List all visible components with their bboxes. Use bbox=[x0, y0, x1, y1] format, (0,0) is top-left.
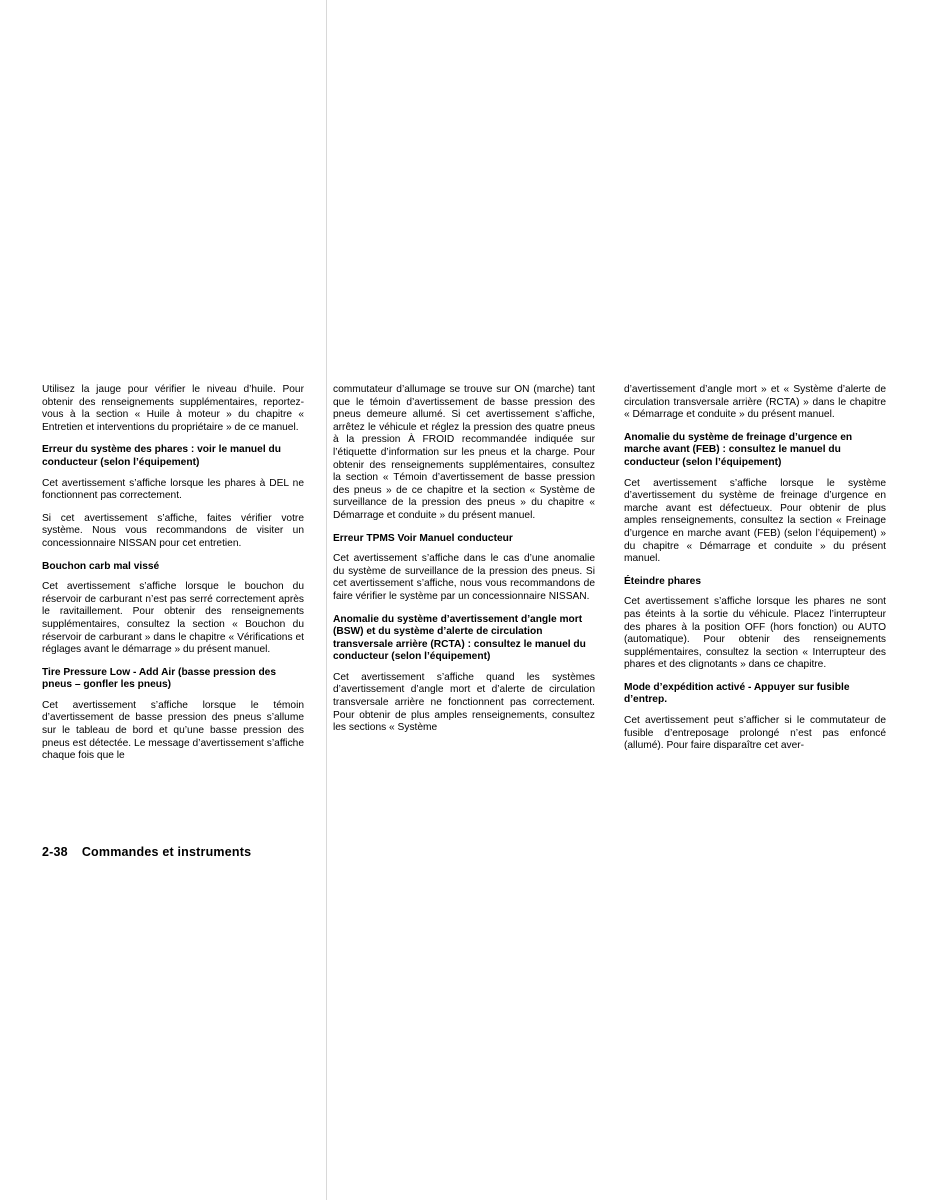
paragraph: Cet avertissement s’affiche lorsque le bouchon du réservoir de carburant n’est pas serré correctement après le ravitaillement. Pour obtenir des renseignements supplémentaires, consultez la section « Bouchon du réservoir de carburant » dans le chapitre « Vérifications et réglages avant le démarrage » du présent manuel. bbox=[42, 581, 304, 656]
paragraph: Utilisez la jauge pour vérifier le niveau d’huile. Pour obtenir des renseignements supplémentaires, reportez-vous à la section « Huile à moteur » du chapitre « Entretien et interventions du propriétaire » de ce manuel. bbox=[42, 384, 304, 433]
section-heading: Erreur du système des phares : voir le manuel du conducteur (selon l’équipement) bbox=[42, 444, 281, 468]
page-footer bbox=[42, 845, 251, 859]
text-column-3 bbox=[624, 384, 886, 773]
section-heading: Bouchon carb mal vissé bbox=[42, 560, 160, 572]
section-heading: Mode d’expédition activé - Appuyer sur fusible d’entrep. bbox=[624, 681, 850, 706]
paragraph: Si cet avertissement s’affiche, faites vérifier votre système. Nous vous recommandons de visiter un concessionnaire NISSAN pour cet entretien. bbox=[42, 512, 304, 549]
text-column-1 bbox=[42, 384, 304, 773]
paragraph: d’avertissement d’angle mort » et « Système d’alerte de circulation transversale arrière (RCTA) » dans le chapitre « Démarrage et conduite » du présent manuel. bbox=[624, 384, 886, 421]
section-heading: Tire Pressure Low - Add Air (basse pression des pneus – gonfler les pneus) bbox=[42, 666, 277, 691]
paragraph: Cet avertissement s’affiche lorsque le système d’avertissement du système de freinage d’urgence en marche avant est défectueux. Pour obtenir de plus amples renseignements, consultez la section « Freinage d’urgence en marche avant (FEB) (selon l’équipement) » du chapitre « Démarrage et conduite » du présent manuel. bbox=[624, 477, 886, 565]
page-body-columns bbox=[42, 384, 887, 773]
section-heading: Anomalie du système de freinage d’urgence en marche avant (FEB) : consultez le manuel du conducteur (selon l’équipement) bbox=[624, 431, 853, 468]
paragraph: Cet avertissement s’affiche lorsque le témoin d’avertissement de basse pression des pneus s’allume sur le tableau de bord et qu’une basse pression des pneus est détectée. Le message d’avertissement s’affiche chaque fois que le bbox=[42, 699, 304, 762]
paragraph: commutateur d’allumage se trouve sur ON (marche) tant que le témoin d’avertissement de basse pression des pneus demeure allumé. Si cet avertissement s’affiche, arrêtez le véhicule et réglez la pression des quatre pneus à la pression À FROID recommandée indiquée sur l’étiquette d’information sur les pneus et la charge. Pour obtenir des renseignements supplémentaires, consultez la section « Témoin d’avertissement de basse pression des pneus » de ce chapitre et la section « Système de surveillance de la pression des pneus » du chapitre « Démarrage et conduite » du présent manuel. bbox=[333, 384, 595, 521]
section-heading: Éteindre phares bbox=[624, 575, 701, 587]
page-number: 2-38 bbox=[42, 845, 68, 859]
paragraph: Cet avertissement s’affiche dans le cas d’une anomalie du système de surveillance de la pression des pneus. Si cet avertissement s’affiche, nous vous recommandons de faire vérifier le système par un concessionnaire NISSAN. bbox=[333, 553, 595, 602]
paragraph: Cet avertissement peut s’afficher si le commutateur de fusible d’entreposage prolongé n’est pas enfoncé (allumé). Pour faire disparaître cet aver- bbox=[624, 715, 886, 752]
footer-section-title: Commandes et instruments bbox=[81, 845, 252, 859]
paragraph: Cet avertissement s’affiche quand les systèmes d’avertissement d’angle mort et d’alerte de circulation transversale arrière ne fonctionnent pas correctement. Pour obtenir de plus amples renseignements, consultez les sections « Système bbox=[333, 671, 595, 734]
section-heading: Erreur TPMS Voir Manuel conducteur bbox=[333, 532, 513, 544]
section-heading: Anomalie du système d’avertissement d’angle mort (BSW) et du système d’alerte de circulation transversale arrière (RCTA) : consultez le manuel du conducteur (selon l’équipement) bbox=[333, 613, 586, 663]
paragraph: Cet avertissement s’affiche lorsque les phares à DEL ne fonctionnent pas correctement. bbox=[42, 477, 304, 502]
text-column-2 bbox=[333, 384, 595, 773]
paragraph: Cet avertissement s’affiche lorsque les phares ne sont pas éteints à la sortie du véhicule. Placez l’interrupteur des phares à la position OFF (hors fonction) ou AUTO (automatique). Pour obtenir des renseignements supplémentaires, consultez la section « Interrupteur des phares et des clignotants » dans ce chapitre. bbox=[624, 596, 886, 671]
